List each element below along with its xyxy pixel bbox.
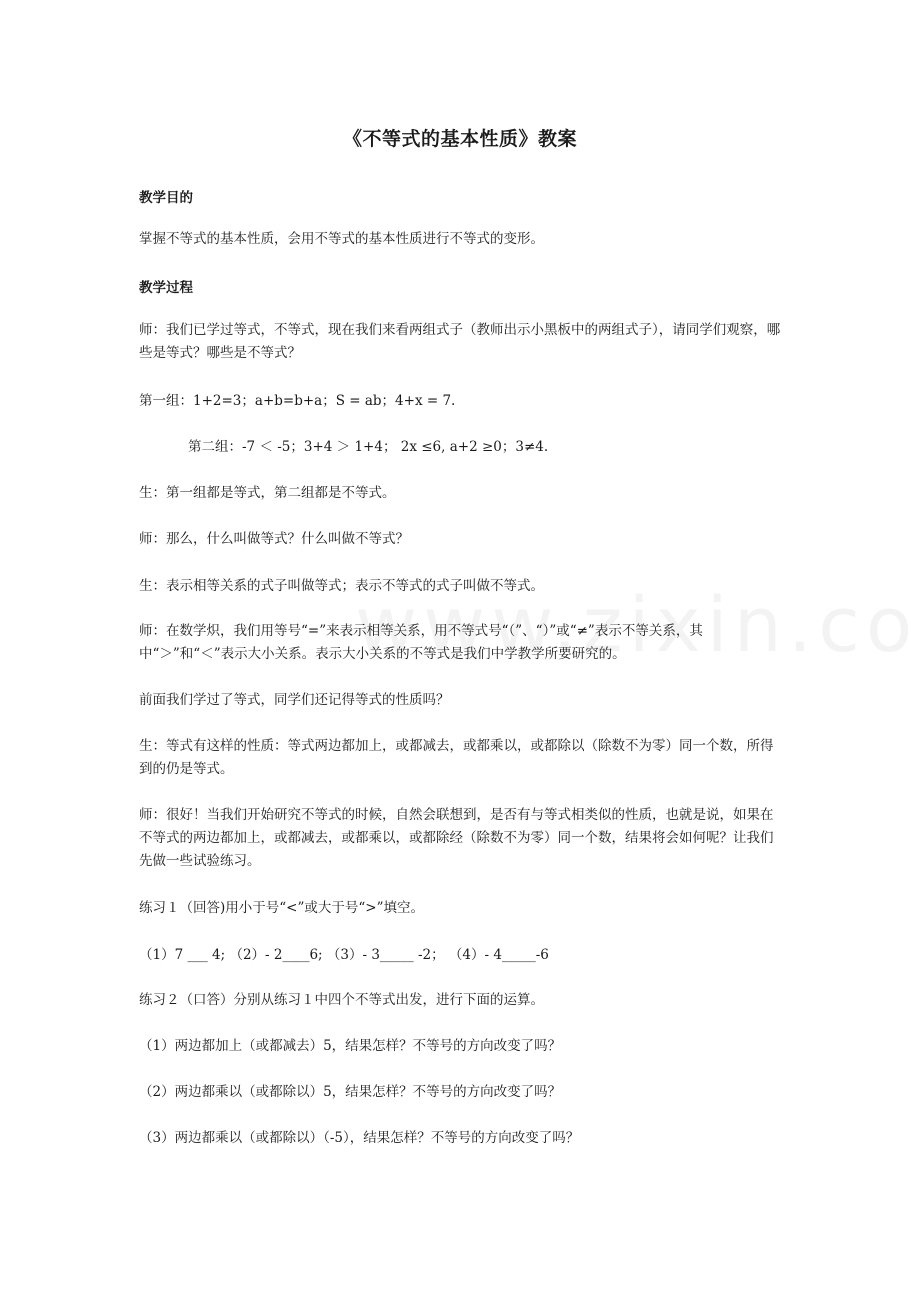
paragraph-teacher-question: 师：那么，什么叫做等式？什么叫做不等式？ bbox=[139, 531, 409, 547]
paragraph-review-question: 前面我们学过了等式，同学们还记得等式的性质吗？ bbox=[139, 692, 450, 708]
paragraph-teacher-praise: 师：很好！当我们开始研究不等式的时候，自然会联想到，是否有与等式相类似的性质，也就是说，如果在不等式的两边都加上，或都减去，或都乘以，或都除经（除数不为零）同一个数，结果将会如何呢？让我们先做一些试验练习。 bbox=[139, 807, 774, 869]
paragraph-group-two: 第二组：-7 ＜ -5；3+4 ＞ 1+4； 2x ≤6, a+2 ≥0；3≠4. bbox=[188, 439, 549, 455]
paragraph-student-properties: 生：等式有这样的性质：等式两边都加上，或都减去，或都乘以，或都除以（除数不为零）同一个数，所得到的仍是等式。 bbox=[139, 738, 774, 777]
paragraph-exercise-1: 练习１（回答)用小于号“<”或大于号“>”填空。 bbox=[139, 900, 424, 916]
paragraph-exercise-2-q2: （2）两边都乘以（或都除以）5，结果怎样？不等号的方向改变了吗？ bbox=[139, 1084, 562, 1100]
paragraph-exercise-2: 练习２（口答）分别从练习１中四个不等式出发，进行下面的运算。 bbox=[139, 992, 544, 1008]
paragraph-teacher-explain: 师：在数学炽，我们用等号“=”来表示相等关系，用不等式号“（”、“）”或“≠”表示不等关系，其中“＞”和“＜”表示大小关系。表示大小关系的不等式是我们中学教学所要研究的。 bbox=[139, 623, 703, 662]
paragraph-student-answer-1: 生：第一组都是等式，第二组都是不等式。 bbox=[139, 485, 396, 501]
paragraph-exercise-2-q1: （1）两边都加上（或都减去）5，结果怎样？不等号的方向改变了吗？ bbox=[139, 1038, 562, 1054]
paragraph-group-one: 第一组：1+2=3；a+b=b+a；S = ab；4+x = 7. bbox=[139, 393, 456, 409]
paragraph-teacher-intro: 师：我们已学过等式，不等式，现在我们来看两组式子（教师出示小黑板中的两组式子），请同学们观察，哪些是等式？哪些是不等式？ bbox=[139, 322, 781, 361]
section-heading-process: 教学过程 bbox=[139, 280, 193, 296]
document-title: 《不等式的基本性质》教案 bbox=[342, 128, 577, 150]
paragraph-exercise-1-items: （1）7 ___ 4; （2）- 2____6; （3）- 3_____ -2； （4）- 4_____-6 bbox=[139, 947, 549, 963]
paragraph-exercise-2-q3: （3）两边都乘以（或都除以）（-5），结果怎样？不等号的方向改变了吗？ bbox=[139, 1130, 580, 1146]
goal-paragraph: 掌握不等式的基本性质，会用不等式的基本性质进行不等式的变形。 bbox=[139, 231, 544, 247]
paragraph-student-answer-2: 生：表示相等关系的式子叫做等式；表示不等式的式子叫做不等式。 bbox=[139, 578, 544, 594]
section-heading-goal: 教学目的 bbox=[139, 190, 193, 206]
